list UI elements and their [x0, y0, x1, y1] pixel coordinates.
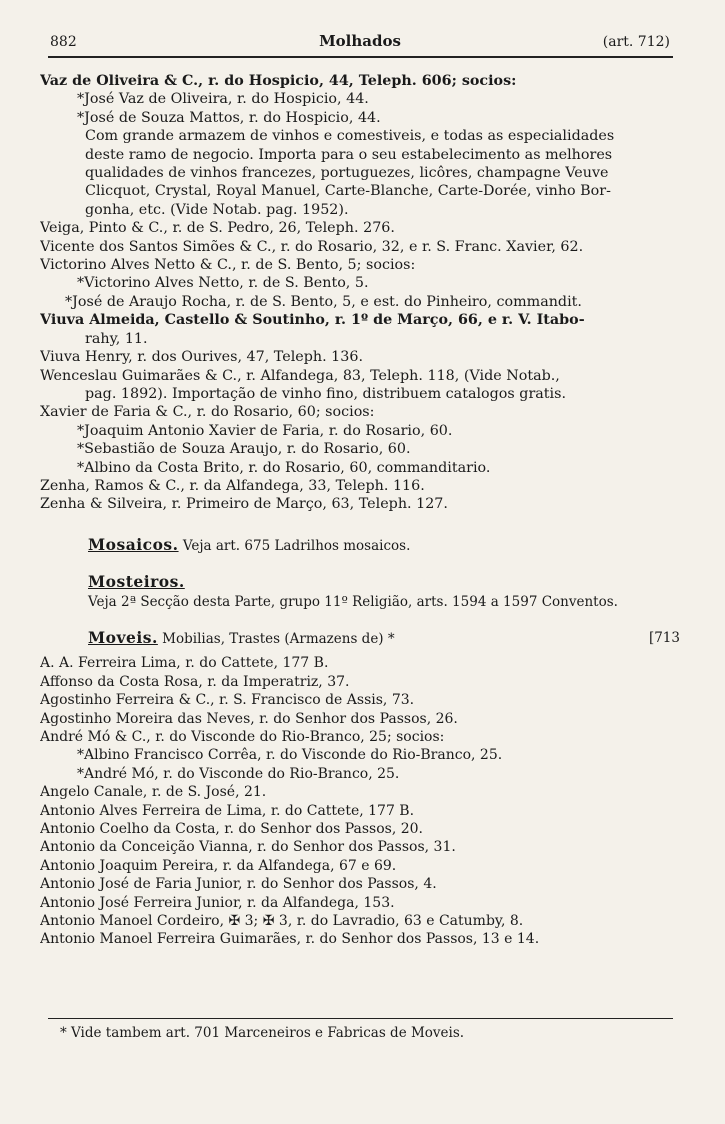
list-item: rahy, 11. — [85, 330, 148, 347]
list-item: deste ramo de negocio. Importa para o seu estabelecimento as melhores — [85, 146, 613, 163]
list-item: *André Mó, r. do Visconde do Rio-Branco, 25. — [77, 765, 400, 782]
article-ref: [713 — [648, 629, 680, 646]
list-item: André Mó & C., r. do Visconde do Rio-Branco, 25; socios: — [40, 729, 445, 745]
list-item: Affonso da Costa Rosa, r. da Imperatriz, 37. — [40, 673, 350, 690]
list-item: Clicquot, Crystal, Royal Manuel, Carte-Blanche, Carte-Dorée, vinho Bor- — [85, 183, 611, 200]
list-item: *José de Souza Mattos, r. do Hospicio, 44. — [77, 109, 381, 126]
list-item: *Albino Francisco Corrêa, r. do Visconde do Rio-Branco, 25. — [77, 747, 503, 764]
list-item: Zenha & Silveira, r. Primeiro de Março, 63, Teleph. 127. — [40, 496, 448, 513]
list-item: Com grande armazem de vinhos e comestiveis, e todas as especialidades — [85, 128, 615, 145]
list-item: qualidades de vinhos francezes, portuguezes, licôres, champagne Veuve — [85, 165, 609, 182]
list-item: Antonio Manoel Ferreira Guimarães, r. do Senhor dos Passos, 13 e 14. — [40, 931, 540, 948]
list-item: Victorino Alves Netto & C., r. de S. Bento, 5; socios: — [40, 257, 416, 274]
list-item: Antonio Manoel Cordeiro, ✠ 3; ✠ 3, r. do Lavradio, 63 e Catumby, 8. — [40, 913, 524, 930]
list-item: *Joaquim Antonio Xavier de Faria, r. do Rosario, 60. — [77, 422, 453, 439]
article-number: (art. 712) — [602, 34, 670, 50]
list-item: Antonio Joaquim Pereira, r. da Alfandega, 67 e 69. — [40, 857, 397, 874]
section-title: Moveis. — [88, 628, 158, 647]
list-item: Zenha, Ramos & C., r. da Alfandega, 33, Teleph. 116. — [40, 477, 425, 494]
list-item: *José de Araujo Rocha, r. de S. Bento, 5, e est. do Pinheiro, commandit. — [65, 293, 582, 310]
page-content — [40, 72, 680, 949]
section-title: Mosaicos. — [88, 535, 179, 554]
footnote-rule — [48, 1018, 673, 1019]
list-item: Agostinho Moreira das Neves, r. do Senhor dos Passos, 26. — [40, 710, 458, 727]
list-item: Veiga, Pinto & C., r. de S. Pedro, 26, Teleph. 276. — [40, 220, 395, 237]
list-item: Antonio José Ferreira Junior, r. da Alfandega, 153. — [40, 894, 395, 911]
page-number: 882 — [50, 34, 77, 50]
section-subtitle: Mobilias, Trastes (Armazens de) * — [162, 630, 395, 647]
list-item: A. A. Ferreira Lima, r. do Cattete, 177 B. — [40, 655, 329, 672]
list-item: Antonio José de Faria Junior, r. do Senhor dos Passos, 4. — [40, 876, 437, 893]
header-rule — [48, 56, 673, 58]
section-mosteiros — [40, 573, 680, 611]
list-item: gonha, etc. (Vide Notab. pag. 1952). — [85, 201, 349, 218]
list-item: Antonio Alves Ferreira de Lima, r. do Cattete, 177 B. — [40, 802, 415, 819]
list-item: Antonio Coelho da Costa, r. do Senhor dos Passos, 20. — [40, 821, 423, 838]
page-header — [50, 28, 670, 52]
list-item: Agostinho Ferreira & C., r. S. Francisco de Assis, 73. — [40, 692, 415, 709]
list-item: Viuva Henry, r. dos Ourives, 47, Teleph. 136. — [40, 349, 364, 366]
list-item: *Sebastião de Souza Araujo, r. do Rosario, 60. — [77, 441, 411, 458]
list-item: Xavier de Faria & C., r. do Rosario, 60; socios: — [40, 404, 375, 421]
section-mosaicos — [40, 536, 680, 555]
footnote: * Vide tambem art. 701 Marceneiros e Fabricas de Moveis. — [60, 1025, 465, 1041]
section-moveis — [40, 629, 680, 949]
list-item: Vaz de Oliveira & C., r. do Hospicio, 44, Teleph. 606; socios: — [40, 73, 517, 89]
page-title: Molhados — [319, 32, 401, 50]
list-item: Angelo Canale, r. de S. José, 21. — [40, 784, 267, 801]
section-title: Mosteiros. — [88, 573, 185, 592]
list-item: pag. 1892). Importação de vinho fino, distribuem catalogos gratis. — [85, 385, 566, 402]
list-item: Vicente dos Santos Simões & C., r. do Rosario, 32, e r. S. Franc. Xavier, 62. — [40, 238, 584, 255]
list-item: *Victorino Alves Netto, r. de S. Bento, 5. — [77, 275, 369, 292]
molhados-entries — [40, 72, 680, 514]
list-item: Antonio da Conceição Vianna, r. do Senhor dos Passos, 31. — [40, 839, 456, 856]
list-item: *Albino da Costa Brito, r. do Rosario, 60, commanditario. — [77, 459, 491, 476]
section-text: Veja art. 675 Ladrilhos mosaicos. — [182, 537, 411, 554]
section-text: Veja 2ª Secção desta Parte, grupo 11º Religião, arts. 1594 a 1597 Conventos. — [88, 593, 618, 610]
list-item: Viuva Almeida, Castello & Soutinho, r. 1º de Março, 66, e r. V. Itabo- — [40, 312, 585, 329]
list-item: Wenceslau Guimarães & C., r. Alfandega, 83, Teleph. 118, (Vide Notab., — [40, 367, 560, 384]
list-item: *José Vaz de Oliveira, r. do Hospicio, 44. — [77, 91, 369, 108]
